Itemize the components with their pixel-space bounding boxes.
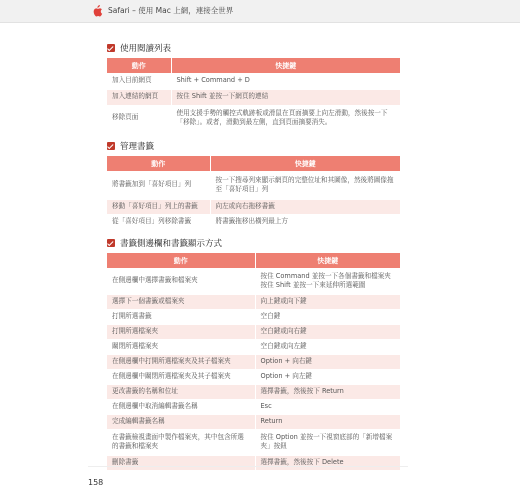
checkbox-icon xyxy=(107,239,115,247)
checkbox-icon xyxy=(107,44,115,52)
row-action: 移除頁面 xyxy=(107,105,171,131)
section-title-sidebar-bookmarks: 書籤側邊欄和書籤顯示方式 xyxy=(107,237,222,249)
row-action: 刪除書籤 xyxy=(107,455,255,470)
table-row xyxy=(107,294,400,309)
row-shortcut: 按一下搜尋列來顯示網頁的完整位址和其圖像，然後將圖像拖至「喜好項目」列 xyxy=(210,171,400,199)
section-title-manage-bookmarks: 管理書籤 xyxy=(107,140,154,152)
table-header-row xyxy=(107,253,400,268)
table-row xyxy=(107,89,400,105)
row-shortcut: 將書籤拖移出橫列最上方 xyxy=(210,214,400,229)
table-row xyxy=(107,73,400,89)
checkbox-icon xyxy=(107,142,115,150)
table-row xyxy=(107,354,400,369)
table-row xyxy=(107,199,400,214)
table-row xyxy=(107,214,400,229)
window-header xyxy=(0,0,520,23)
row-shortcut: 向左或向右拖移書籤 xyxy=(210,199,400,214)
row-action: 在側邊欄中關閉所選檔案夾及其子檔案夾 xyxy=(107,369,255,384)
row-shortcut: 選擇書籤，然後按下 Delete xyxy=(255,455,400,470)
row-action: 加入連結的網頁 xyxy=(107,89,171,105)
row-shortcut: Shift + Command + D xyxy=(171,73,400,89)
column-header-action: 動作 xyxy=(107,58,171,73)
table-header-row xyxy=(107,58,400,73)
table-row xyxy=(107,429,400,455)
table-row xyxy=(107,399,400,414)
row-shortcut: Esc xyxy=(255,399,400,414)
footer-divider xyxy=(88,466,408,467)
row-shortcut: Return xyxy=(255,414,400,429)
table-row xyxy=(107,369,400,384)
row-shortcut: 按住 Shift 並按一下網頁的連結 xyxy=(171,89,400,105)
row-action: 選擇下一個書籤或檔案夾 xyxy=(107,294,255,309)
table-row xyxy=(107,105,400,131)
row-action: 在書籤檢視畫面中製作檔案夾，其中包含所選的書籤和檔案夾 xyxy=(107,429,255,455)
row-action: 更改書籤的名稱和位址 xyxy=(107,384,255,399)
row-action: 打開所選檔案夾 xyxy=(107,324,255,339)
column-header-shortcut: 快捷鍵 xyxy=(255,253,400,268)
row-shortcut: 按住 Option 並按一下視窗底部的「新增檔案夾」按鈕 xyxy=(255,429,400,455)
table-row xyxy=(107,339,400,354)
section-title-reading-list: 使用閱讀列表 xyxy=(107,42,171,54)
row-shortcut: Option + 向右鍵 xyxy=(255,354,400,369)
row-shortcut: 按住 Command 並按一下各個書籤和檔案夾按住 Shift 並按一下來延伸所選範圍 xyxy=(255,268,400,294)
sidebar-bookmarks-table xyxy=(107,253,400,471)
manage-bookmarks-table xyxy=(107,156,400,230)
table-row xyxy=(107,324,400,339)
row-action: 完成編輯書籤名稱 xyxy=(107,414,255,429)
page-number: 158 xyxy=(88,478,104,487)
table-row xyxy=(107,384,400,399)
row-action: 關閉所選檔案夾 xyxy=(107,339,255,354)
row-action: 從「喜好項目」列移除書籤 xyxy=(107,214,210,229)
table-row xyxy=(107,455,400,470)
row-action: 在側邊欄中取消編輯書籤名稱 xyxy=(107,399,255,414)
row-shortcut: 使用支援手勢的觸控式軌跡板或滑鼠在頁面摘要上向左滑動，然後按一下「移除」。或者，滑動到最左側，直到頁面摘要消失。 xyxy=(171,105,400,131)
column-header-action: 動作 xyxy=(107,156,210,171)
row-action: 在側邊欄中打開所選檔案夾及其子檔案夾 xyxy=(107,354,255,369)
table-row xyxy=(107,171,400,199)
apple-logo-icon xyxy=(92,5,103,17)
row-shortcut: 選擇書籤，然後按下 Return xyxy=(255,384,400,399)
row-shortcut: 空白鍵 xyxy=(255,309,400,324)
row-action: 加入目前網頁 xyxy=(107,73,171,89)
column-header-shortcut: 快捷鍵 xyxy=(171,58,400,73)
row-action: 打開所選書籤 xyxy=(107,309,255,324)
table-row xyxy=(107,268,400,294)
row-action: 在側邊欄中選擇書籤和檔案夾 xyxy=(107,268,255,294)
row-shortcut: 空白鍵或向左鍵 xyxy=(255,339,400,354)
table-header-row xyxy=(107,156,400,171)
column-header-action: 動作 xyxy=(107,253,255,268)
row-shortcut: 空白鍵或向右鍵 xyxy=(255,324,400,339)
header-title: Safari – 使用 Mac 上網，連接全世界 xyxy=(108,6,234,15)
table-row xyxy=(107,414,400,429)
table-row xyxy=(107,309,400,324)
reading-list-table xyxy=(107,58,400,132)
row-action: 移動「喜好項目」列上的書籤 xyxy=(107,199,210,214)
row-action: 將書籤加到「喜好項目」列 xyxy=(107,171,210,199)
row-shortcut: 向上鍵或向下鍵 xyxy=(255,294,400,309)
row-shortcut: Option + 向左鍵 xyxy=(255,369,400,384)
column-header-shortcut: 快捷鍵 xyxy=(210,156,400,171)
